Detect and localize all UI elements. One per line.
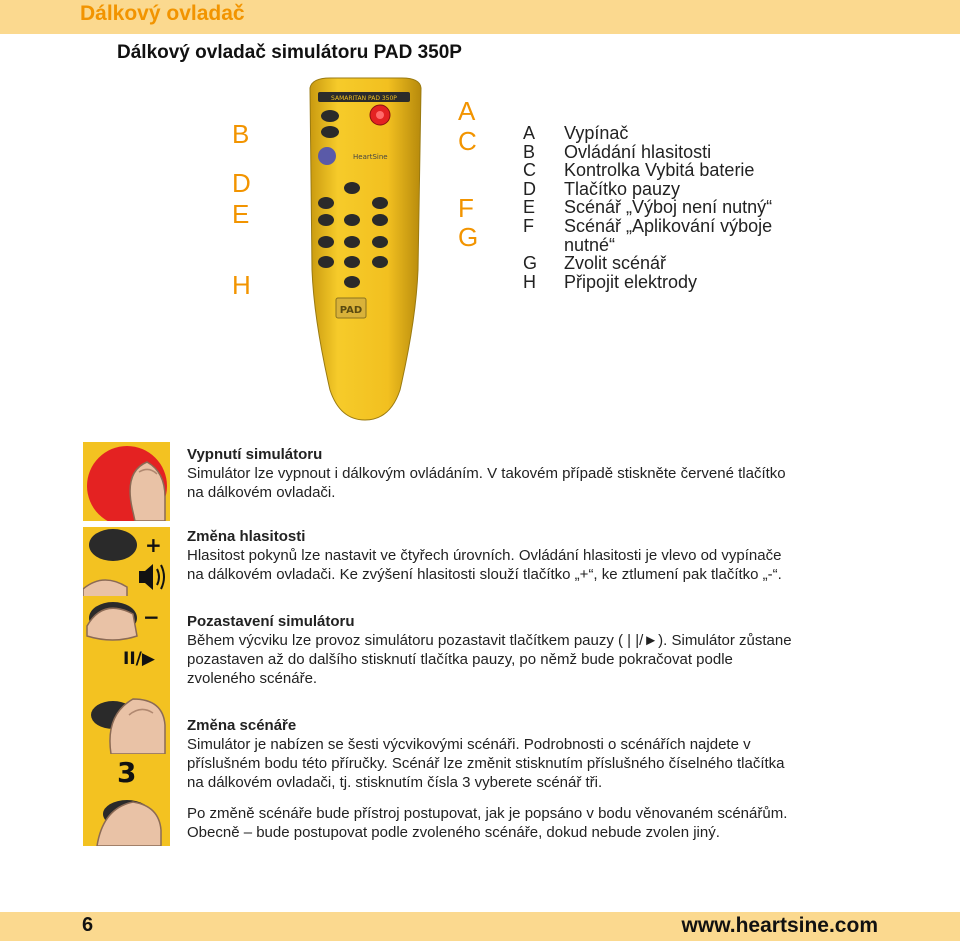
legend-key: D xyxy=(523,178,536,199)
legend-key: H xyxy=(523,271,536,292)
legend-item xyxy=(523,161,864,180)
speaker-icon xyxy=(139,564,153,590)
thumb-minus-image xyxy=(83,596,170,675)
legend-item xyxy=(523,143,864,162)
legend-item xyxy=(523,273,864,292)
section-pause xyxy=(187,612,887,688)
section-line: Hlasitost pokynů lze nastavit ve čtyřech úrovních. Ovládání hlasitosti je vlevo od vypínače xyxy=(187,547,782,564)
legend-key: F xyxy=(523,215,534,236)
thumb-pause-image xyxy=(83,675,170,754)
pause-symbol: II/▶ xyxy=(123,649,155,669)
section-line: zvoleného scénáře. xyxy=(187,670,318,687)
section-line: příslušném bodu této příručky. Scénář lze změnit stisknutím příslušného číselného tlačítka xyxy=(187,755,785,772)
thumb-volume-image xyxy=(83,527,170,606)
legend-item xyxy=(523,124,864,143)
callout-e: E xyxy=(232,199,250,229)
minus-symbol: − xyxy=(143,605,160,629)
page-number: 6 xyxy=(82,914,94,936)
header-title: Dálkový ovladač xyxy=(80,2,245,25)
legend-key: A xyxy=(523,123,536,143)
section-line: pozastaven až do dalšího stisknutí tlačítka pauzy, po němž bude pokračovat podle xyxy=(187,651,733,668)
section-line: Po změně scénáře bude přístroj postupovat, jak je popsáno v bodu věnovaném scénářům. xyxy=(187,805,788,822)
section-heading: Změna scénáře xyxy=(187,717,297,734)
legend-item xyxy=(523,180,864,199)
section-volume xyxy=(187,527,887,584)
legend-key: G xyxy=(523,253,538,274)
section-heading: Vypnutí simulátoru xyxy=(187,446,323,463)
remote-brand: HeartSine xyxy=(353,153,388,161)
callout-c: C xyxy=(458,126,477,156)
section-line: Simulátor je nabízen se šesti výcvikovými scénáři. Podrobnosti o scénářích najdete v xyxy=(187,736,751,753)
section-heading: Změna hlasitosti xyxy=(187,528,306,545)
legend-text: Zvolit scénář xyxy=(564,253,667,274)
remote-model-strip: SAMARITAN PAD 350P xyxy=(331,95,397,102)
callout-f: F xyxy=(458,193,474,223)
section-switch-off xyxy=(187,445,887,502)
legend-key: B xyxy=(523,141,536,162)
section-scenario xyxy=(187,716,887,792)
section-heading: Pozastavení simulátoru xyxy=(187,613,355,630)
section-line: Obecně – bude postupovat podle zvoleného scénáře, dokud nebude zvolen jiný. xyxy=(187,824,720,841)
section-after-change xyxy=(187,804,887,842)
section-line: na dálkovém ovladači, tj. stisknutím čísla 3 vyberete scénář tři. xyxy=(187,774,603,791)
legend-text: nutné“ xyxy=(564,234,616,255)
callout-g: G xyxy=(458,222,479,252)
document-title: Dálkový ovladač simulátoru PAD 350P xyxy=(117,42,462,63)
thumb-red-button-image xyxy=(83,442,170,521)
section-line: Simulátor lze vypnout i dálkovým ovládáním. V takovém případě stiskněte červené tlačítko xyxy=(187,465,786,482)
legend-item xyxy=(523,254,864,273)
legend-text: Scénář „Aplikování výboje xyxy=(564,215,773,236)
callout-a: A xyxy=(458,96,476,126)
legend-key xyxy=(523,236,564,255)
section-line: na dálkovém ovladači. Ke zvýšení hlasitosti slouží tlačítko „+“, ke ztlumení pak tlačítko „-“. xyxy=(187,566,782,583)
callout-d: D xyxy=(232,168,251,198)
header-band xyxy=(0,0,960,34)
legend-item xyxy=(523,217,864,236)
number-3-symbol: 3 xyxy=(117,756,137,789)
callout-b: B xyxy=(232,119,250,149)
legend-text: Tlačítko pauzy xyxy=(564,178,681,199)
section-line: Během výcviku lze provoz simulátoru pozastavit tlačítkem pauzy ( | |/►). Simulátor zůstane xyxy=(187,632,792,649)
footer-band xyxy=(0,912,960,941)
legend-text: Ovládání hlasitosti xyxy=(564,141,712,162)
footer-url[interactable]: www.heartsine.com xyxy=(681,914,878,937)
legend-text: Scénář „Výboj není nutný“ xyxy=(564,197,773,218)
legend-list xyxy=(523,124,864,291)
legend-text: Kontrolka Vybitá baterie xyxy=(564,160,755,181)
legend-key: E xyxy=(523,197,536,218)
thumb-scenario-image xyxy=(83,754,170,846)
legend-key: C xyxy=(523,160,536,181)
section-line: na dálkovém ovladači. xyxy=(187,484,336,501)
callout-h: H xyxy=(232,270,251,300)
remote-control-image xyxy=(290,70,440,450)
legend-item xyxy=(523,198,864,217)
legend-text: Připojit elektrody xyxy=(564,271,698,292)
plus-symbol: + xyxy=(145,533,162,557)
remote-pad-label: PAD xyxy=(339,305,363,316)
legend-text: Vypínač xyxy=(564,123,629,143)
legend-item xyxy=(523,236,864,255)
